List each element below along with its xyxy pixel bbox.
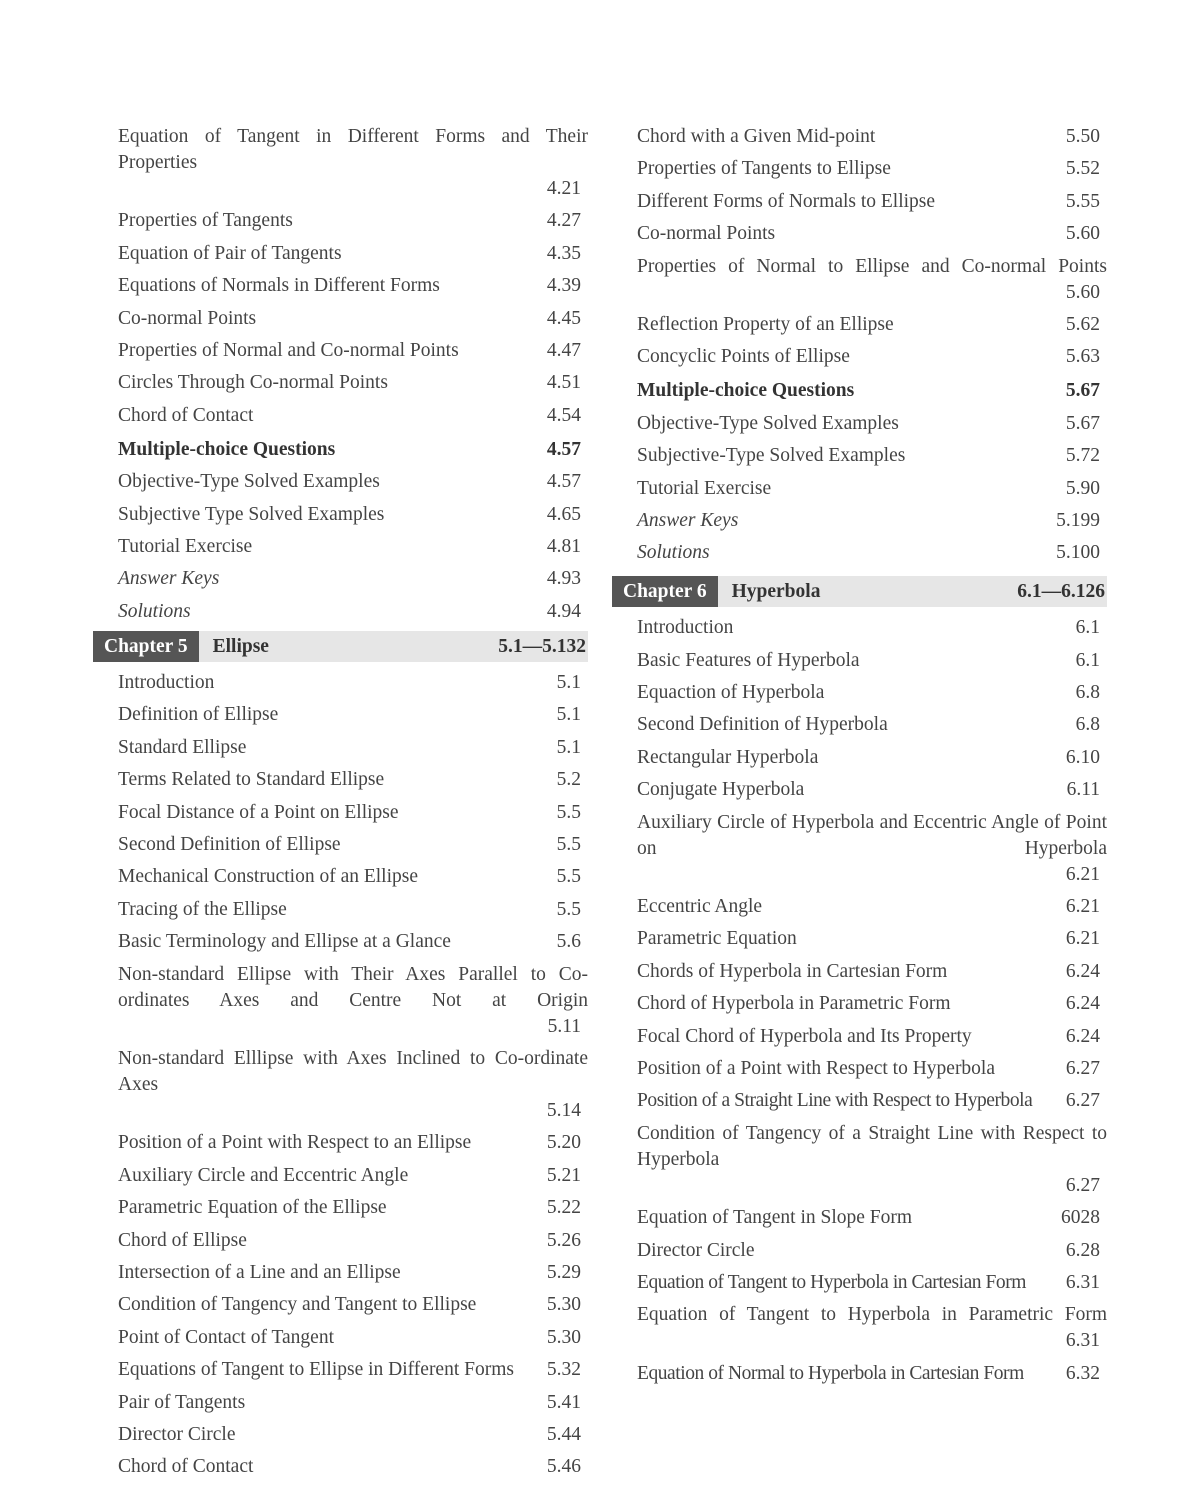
chapter-5-tag: Chapter 5 — [93, 631, 199, 662]
toc-entry-page: 5.44 — [546, 1423, 581, 1445]
toc-entry — [118, 1260, 588, 1286]
toc-entry — [637, 1361, 1107, 1387]
toc-right-column — [623, 124, 1107, 1393]
toc-entry — [118, 338, 588, 364]
chapter-6-page-range: 6.1—6.126 — [1017, 580, 1105, 602]
toc-entry-page: 6.24 — [1065, 960, 1100, 982]
toc-entry-title: Properties of Normal to Ellipse and Co-normal Points — [637, 255, 1107, 277]
toc-entry-title: Point of Contact of Tangent — [118, 1326, 334, 1348]
toc-entry-title: Reflection Property of an Ellipse — [637, 313, 894, 335]
toc-left-top-list — [118, 124, 588, 625]
toc-entry-page: 6.28 — [1065, 1239, 1100, 1261]
toc-entry-page: 6028 — [1061, 1207, 1100, 1229]
toc-entry-title: Position of a Point with Respect to Hyperbola — [637, 1057, 996, 1079]
toc-entry — [118, 1130, 588, 1156]
toc-entry — [637, 615, 1107, 641]
toc-entry-page: 6.24 — [1065, 1025, 1100, 1047]
toc-entry-page: 4.39 — [546, 275, 581, 297]
toc-entry — [637, 991, 1107, 1017]
chapter-5-title: Ellipse — [212, 635, 269, 657]
toc-entry — [637, 378, 1107, 404]
toc-entry-page: 6.1 — [1075, 649, 1100, 671]
toc-entry — [637, 221, 1107, 247]
toc-entry-page: 4.51 — [546, 372, 581, 394]
toc-entry-title: Equation of Tangent to Hyperbola in Cartesian Form — [637, 1271, 1026, 1293]
toc-entry-page: 6.8 — [1075, 714, 1100, 736]
chapter-5-page-range: 5.1—5.132 — [498, 635, 586, 657]
toc-entry — [637, 443, 1107, 469]
toc-entry-title: Parametric Equation of the Ellipse — [118, 1197, 387, 1219]
chapter-6-title: Hyperbola — [731, 580, 821, 602]
toc-entry — [118, 1422, 588, 1448]
toc-entry-page: 5.90 — [1065, 477, 1100, 499]
toc-chapter-5-list — [118, 670, 588, 1480]
toc-entry-title: Position of a Straight Line with Respect to Hyperbola — [637, 1090, 1033, 1112]
toc-entry-page: 5.100 — [1056, 542, 1100, 564]
toc-entry-page: 5.67 — [1065, 380, 1100, 402]
toc-entry-page: 5.52 — [1065, 158, 1100, 180]
toc-entry-title: Properties of Normal and Co-normal Points — [118, 339, 459, 361]
toc-entry-page: 6.27 — [1065, 1174, 1100, 1196]
toc-entry-page: 5.1 — [556, 672, 581, 694]
toc-entry-page: 6.1 — [1075, 617, 1100, 639]
toc-entry-title: Chord of Contact — [118, 1456, 254, 1478]
toc-entry — [637, 254, 1107, 306]
toc-entry-title: Equation of Pair of Tangents — [118, 242, 342, 264]
toc-entry-title: Properties of Tangents to Ellipse — [637, 158, 891, 180]
toc-entry — [637, 1205, 1107, 1231]
toc-entry — [637, 1270, 1107, 1296]
toc-entry-page: 5.32 — [546, 1359, 581, 1381]
toc-entry-title: Properties of Tangents — [118, 210, 293, 232]
toc-entry-title: Director Circle — [637, 1239, 755, 1261]
toc-entry-title: Tutorial Exercise — [118, 535, 253, 557]
toc-entry-title: Position of a Point with Respect to an Ellipse — [118, 1132, 472, 1154]
toc-entry-page: 5.1 — [556, 704, 581, 726]
toc-entry-page: 6.21 — [1065, 863, 1100, 885]
toc-entry — [637, 156, 1107, 182]
toc-entry — [637, 810, 1107, 888]
toc-entry-title: Answer Keys — [118, 568, 220, 590]
toc-entry — [118, 670, 588, 696]
toc-entry — [637, 777, 1107, 803]
toc-entry-page: 5.60 — [1065, 223, 1100, 245]
toc-entry — [118, 502, 588, 528]
toc-entry — [118, 241, 588, 267]
toc-entry-page: 6.31 — [1065, 1271, 1100, 1293]
chapter-6-tag: Chapter 6 — [612, 576, 718, 607]
toc-entry — [637, 926, 1107, 952]
toc-entry-page: 5.2 — [556, 769, 581, 791]
toc-entry — [118, 124, 588, 202]
toc-entry-title: Subjective Type Solved Examples — [118, 503, 385, 525]
toc-entry-page: 4.35 — [546, 242, 581, 264]
toc-entry-page: 6.21 — [1065, 928, 1100, 950]
toc-entry — [637, 124, 1107, 150]
toc-entry — [118, 897, 588, 923]
toc-entry-page: 5.29 — [546, 1261, 581, 1283]
toc-entry-page: 6.27 — [1065, 1090, 1100, 1112]
toc-entry-page: 5.72 — [1065, 445, 1100, 467]
toc-entry-page: 5.30 — [546, 1326, 581, 1348]
toc-entry-title: Chord of Contact — [118, 404, 254, 426]
toc-entry-page: 5.55 — [1065, 190, 1100, 212]
toc-entry — [637, 712, 1107, 738]
toc-entry — [637, 508, 1107, 534]
toc-entry-title: Parametric Equation — [637, 928, 797, 950]
toc-entry-page: 5.26 — [546, 1229, 581, 1251]
toc-entry-page: 5.199 — [1056, 509, 1100, 531]
toc-entry-title: Subjective-Type Solved Examples — [637, 445, 906, 467]
toc-entry-title: Concyclic Points of Ellipse — [637, 346, 850, 368]
toc-entry-title: Conjugate Hyperbola — [637, 779, 805, 801]
toc-entry-page: 5.67 — [1065, 412, 1100, 434]
toc-entry — [637, 344, 1107, 370]
toc-entry-page: 6.21 — [1065, 896, 1100, 918]
toc-entry — [637, 894, 1107, 920]
toc-entry-title: Co-normal Points — [118, 307, 257, 329]
toc-entry — [637, 1056, 1107, 1082]
toc-entry-page: 4.65 — [546, 503, 581, 525]
toc-entry-title: Director Circle — [118, 1423, 236, 1445]
toc-entry — [118, 767, 588, 793]
toc-entry — [118, 566, 588, 592]
toc-entry — [637, 959, 1107, 985]
toc-entry-page: 5.5 — [556, 898, 581, 920]
toc-entry-page: 5.21 — [546, 1164, 581, 1186]
toc-entry — [118, 469, 588, 495]
toc-entry-title: Definition of Ellipse — [118, 704, 279, 726]
toc-entry — [118, 599, 588, 625]
toc-entry-title: Objective-Type Solved Examples — [637, 412, 899, 434]
toc-entry-title: Condition of Tangency of a Straight Line with Respect to Hyperbola — [637, 1122, 1107, 1170]
toc-entry-title: Basic Terminology and Ellipse at a Glance — [118, 931, 451, 953]
toc-entry-page: 4.57 — [546, 438, 581, 460]
toc-entry-page: 4.45 — [546, 307, 581, 329]
toc-entry-title: Multiple-choice Questions — [637, 380, 855, 402]
toc-entry-page: 5.62 — [1065, 313, 1100, 335]
toc-entry-page: 4.54 — [546, 404, 581, 426]
toc-entry-title: Chord of Ellipse — [118, 1229, 247, 1251]
toc-entry-title: Focal Distance of a Point on Ellipse — [118, 801, 399, 823]
toc-entry-title: Solutions — [637, 542, 710, 564]
toc-entry — [637, 1024, 1107, 1050]
toc-entry-page: 5.30 — [546, 1294, 581, 1316]
toc-entry — [118, 370, 588, 396]
toc-entry-title: Introduction — [118, 672, 215, 694]
toc-entry-page: 6.32 — [1065, 1362, 1100, 1384]
toc-entry-title: Solutions — [118, 600, 191, 622]
toc-entry — [118, 1454, 588, 1480]
chapter-5-header — [93, 631, 588, 662]
toc-entry — [118, 1390, 588, 1416]
toc-entry-title: Second Definition of Ellipse — [118, 834, 341, 856]
toc-entry — [637, 312, 1107, 338]
toc-right-top-list — [637, 124, 1107, 566]
toc-entry-title: Multiple-choice Questions — [118, 438, 336, 460]
toc-entry-title: Chords of Hyperbola in Cartesian Form — [637, 960, 948, 982]
toc-entry — [637, 1121, 1107, 1199]
toc-entry-title: Introduction — [637, 617, 734, 639]
chapter-6-header — [612, 576, 1107, 607]
toc-entry-page: 5.50 — [1065, 126, 1100, 147]
toc-entry — [118, 864, 588, 890]
toc-entry-title: Equation of Normal to Hyperbola in Cartesian Form — [637, 1362, 1024, 1384]
toc-entry-page: 6.27 — [1065, 1057, 1100, 1079]
toc-entry-title: Auxiliary Circle of Hyperbola and Eccentric Angle of Point on Hyperbola — [637, 811, 1107, 859]
toc-entry-page: 5.46 — [546, 1456, 581, 1478]
toc-entry — [118, 1046, 588, 1124]
toc-entry-page: 5.14 — [546, 1099, 581, 1121]
toc-entry-page: 5.22 — [546, 1197, 581, 1219]
toc-entry-page: 5.5 — [556, 866, 581, 888]
toc-entry-page: 5.60 — [1065, 281, 1100, 303]
toc-entry-title: Equation of Tangent to Hyperbola in Parametric Form — [637, 1304, 1107, 1326]
toc-entry-page: 6.10 — [1065, 746, 1100, 768]
toc-entry — [637, 411, 1107, 437]
toc-entry — [118, 702, 588, 728]
toc-entry-title: Second Definition of Hyperbola — [637, 714, 888, 736]
toc-entry-title: Equations of Tangent to Ellipse in Different Forms — [118, 1359, 514, 1381]
toc-entry — [118, 1163, 588, 1189]
toc-entry-page: 4.47 — [546, 339, 581, 361]
toc-entry-title: Basic Features of Hyperbola — [637, 649, 860, 671]
toc-entry-page: 4.57 — [546, 471, 581, 493]
toc-entry-title: Rectangular Hyperbola — [637, 746, 819, 768]
toc-entry-title: Equation of Tangent in Different Forms and Their Properties — [118, 126, 588, 173]
toc-entry-page: 5.1 — [556, 736, 581, 758]
toc-entry-title: Equations of Normals in Different Forms — [118, 275, 440, 297]
toc-entry-page: 4.21 — [546, 178, 581, 199]
toc-entry-title: Auxiliary Circle and Eccentric Angle — [118, 1164, 409, 1186]
toc-entry-page: 5.6 — [556, 931, 581, 953]
toc-entry-page: 5.41 — [546, 1391, 581, 1413]
toc-entry-page: 4.94 — [546, 600, 581, 622]
toc-entry — [118, 800, 588, 826]
toc-entry-title: Condition of Tangency and Tangent to Ellipse — [118, 1294, 477, 1316]
toc-entry-title: Standard Ellipse — [118, 736, 247, 758]
toc-entry — [118, 1195, 588, 1221]
toc-chapter-6-list — [637, 615, 1107, 1386]
toc-entry-title: Chord with a Given Mid-point — [637, 126, 876, 147]
toc-entry-page: 5.5 — [556, 801, 581, 823]
toc-left-column — [104, 124, 588, 1487]
toc-entry — [118, 403, 588, 429]
toc-entry-page: 4.93 — [546, 568, 581, 590]
toc-entry-page: 5.5 — [556, 834, 581, 856]
toc-entry — [118, 306, 588, 332]
toc-entry-title: Equation of Tangent in Slope Form — [637, 1207, 913, 1229]
toc-entry — [637, 476, 1107, 502]
toc-entry-page: 4.27 — [546, 210, 581, 232]
toc-entry — [637, 1088, 1107, 1114]
toc-entry — [118, 962, 588, 1040]
toc-entry — [637, 1238, 1107, 1264]
toc-entry-title: Different Forms of Normals to Ellipse — [637, 190, 936, 212]
toc-entry-title: Equaction of Hyperbola — [637, 682, 825, 704]
toc-entry-title: Eccentric Angle — [637, 896, 763, 918]
toc-entry — [118, 832, 588, 858]
toc-entry-title: Tracing of the Ellipse — [118, 898, 287, 920]
toc-entry — [637, 540, 1107, 566]
toc-entry-title: Pair of Tangents — [118, 1391, 246, 1413]
toc-entry-page: 5.11 — [547, 1015, 581, 1037]
toc-entry-title: Tutorial Exercise — [637, 477, 772, 499]
toc-entry-title: Non-standard Ellipse with Their Axes Parallel to Co-ordinates Axes and Centre Not at Origin — [118, 963, 588, 1011]
toc-entry-title: Co-normal Points — [637, 223, 776, 245]
toc-entry-title: Focal Chord of Hyperbola and Its Property — [637, 1025, 972, 1047]
toc-entry-title: Answer Keys — [637, 509, 739, 531]
toc-entry-page: 6.8 — [1075, 682, 1100, 704]
toc-entry-title: Objective-Type Solved Examples — [118, 471, 380, 493]
toc-entry-title: Intersection of a Line and an Ellipse — [118, 1261, 401, 1283]
toc-entry-title: Terms Related to Standard Ellipse — [118, 769, 385, 791]
toc-entry — [118, 437, 588, 463]
toc-entry-page: 6.24 — [1065, 993, 1100, 1015]
toc-entry — [118, 735, 588, 761]
toc-entry — [637, 189, 1107, 215]
toc-entry-page: 6.11 — [1066, 779, 1100, 801]
toc-entry-title: Non-standard Elllipse with Axes Inclined to Co-ordinate Axes — [118, 1047, 588, 1095]
toc-entry-page: 5.20 — [546, 1132, 581, 1154]
toc-entry — [118, 929, 588, 955]
toc-entry — [118, 208, 588, 234]
toc-entry-title: Circles Through Co-normal Points — [118, 372, 388, 394]
toc-entry — [118, 1357, 588, 1383]
toc-entry — [118, 1292, 588, 1318]
toc-entry — [118, 1325, 588, 1351]
toc-entry — [118, 534, 588, 560]
toc-entry-page: 6.31 — [1065, 1330, 1100, 1352]
toc-entry — [637, 648, 1107, 674]
toc-entry — [118, 273, 588, 299]
toc-entry-title: Chord of Hyperbola in Parametric Form — [637, 993, 951, 1015]
toc-entry — [637, 680, 1107, 706]
toc-entry-title: Mechanical Construction of an Ellipse — [118, 866, 419, 888]
toc-entry — [118, 1228, 588, 1254]
toc-entry — [637, 745, 1107, 771]
toc-entry-page: 5.63 — [1065, 346, 1100, 368]
toc-entry-page: 4.81 — [546, 535, 581, 557]
toc-entry — [637, 1302, 1107, 1354]
